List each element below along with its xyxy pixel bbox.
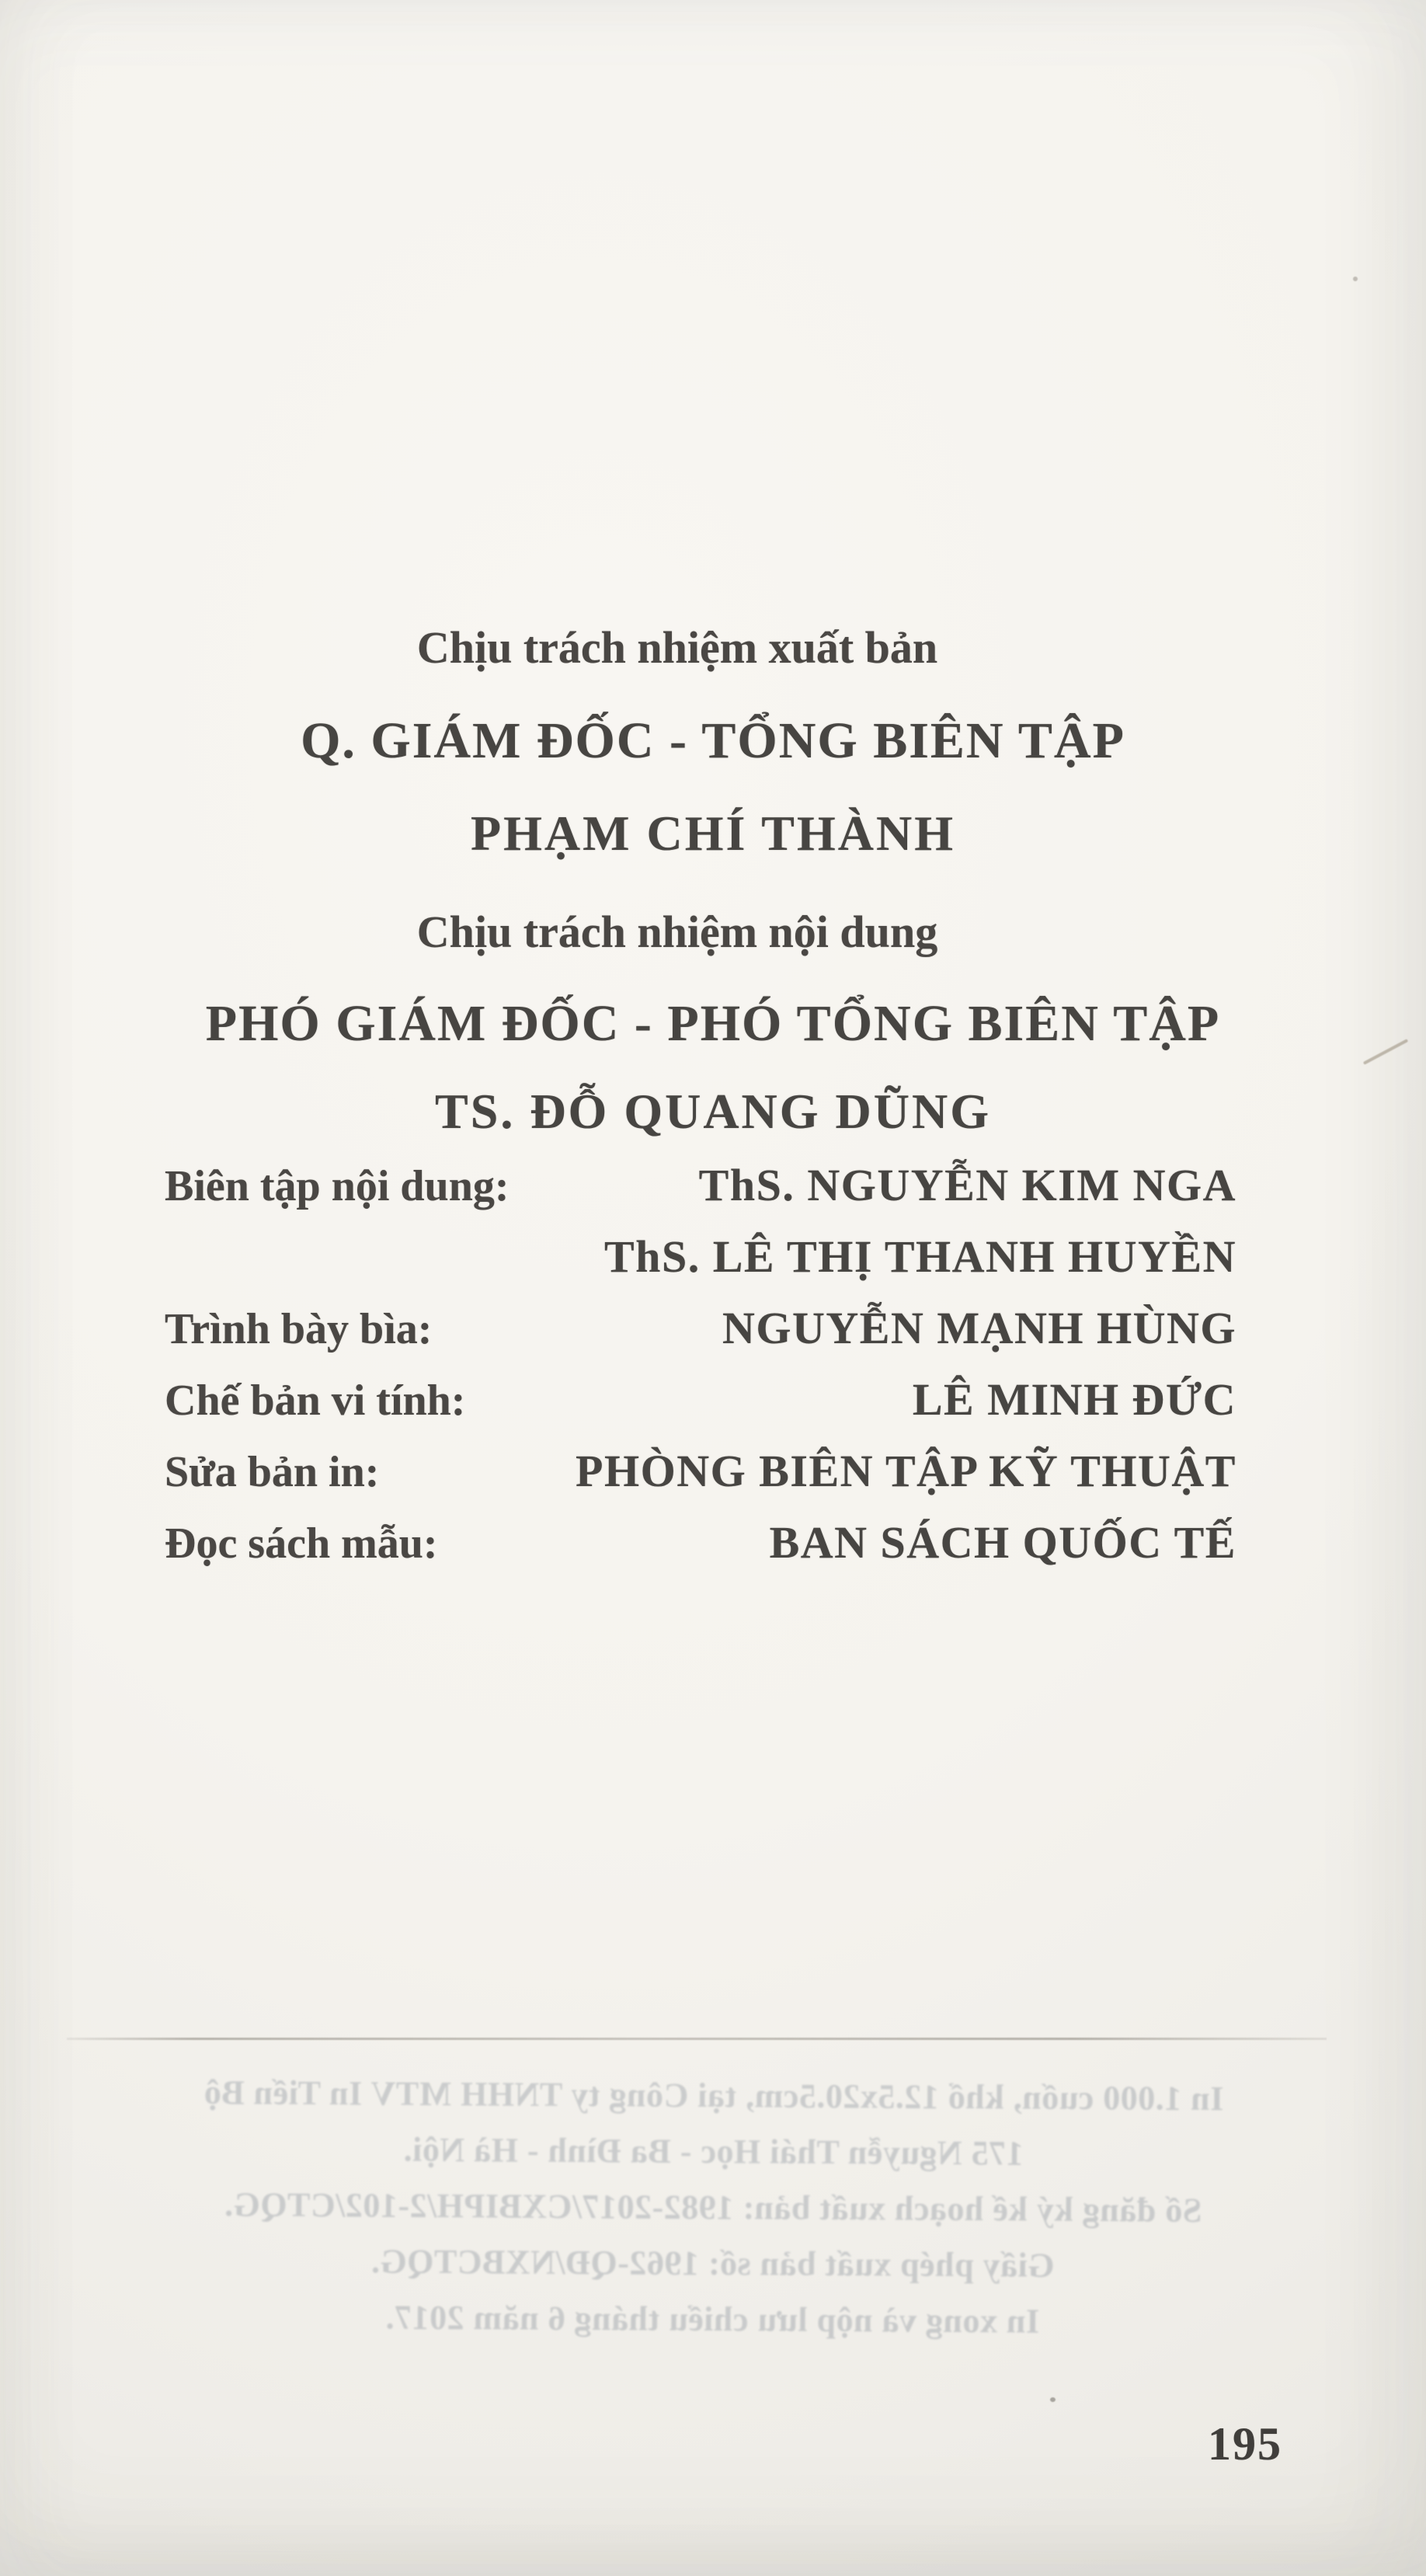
paper-speck [1353,277,1358,281]
credit-row-typesetting [165,1373,1236,1445]
credit-value: LÊ MINH ĐỨC [912,1374,1236,1425]
credit-row-cover-design [165,1302,1236,1373]
page-number: 195 [1208,2418,1282,2470]
showthrough-print-info [30,2064,1396,2352]
publication-responsibility-name: PHẠM CHÍ THÀNH [471,806,955,861]
showthrough-line: 175 Nguyễn Thái Học - Ba Đình - Hà Nội. [403,2130,1024,2173]
credit-value: ThS. NGUYỄN KIM NGA [698,1160,1236,1210]
showthrough-rule [67,2038,1327,2040]
credit-value: ThS. LÊ THỊ THANH HUYỀN [604,1231,1236,1282]
showthrough-line: In 1.000 cuốn, khổ 12.5x20.5cm, tại Công ty TNHH MTV In Tiến Bộ [203,2073,1224,2118]
credit-label: Chế bản vi tính: [165,1377,466,1425]
credit-label: Sửa bản in: [165,1448,380,1496]
content-responsibility-title: PHÓ GIÁM ĐỐC - PHÓ TỔNG BIÊN TẬP [205,995,1221,1052]
showthrough-line: In xong và nộp lưu chiểu tháng 6 năm 2017. [384,2298,1040,2341]
showthrough-line: Số đăng ký kế hoạch xuất bản: 1982-2017/CXBIPH/2-102/CTQG. [224,2185,1202,2230]
publication-responsibility-title: Q. GIÁM ĐỐC - TỔNG BIÊN TẬP [301,712,1125,769]
credit-label: Biên tập nội dung: [165,1162,510,1210]
content-responsibility-name: TS. ĐỖ QUANG DŨNG [435,1084,991,1139]
credit-value: PHÒNG BIÊN TẬP KỸ THUẬT [576,1446,1236,1496]
credit-label: Đọc sách mẫu: [165,1519,438,1568]
credit-value: BAN SÁCH QUỐC TẾ [769,1517,1236,1568]
content-responsibility-heading: Chịu trách nhiệm nội dung [416,907,938,957]
credits-table [165,1159,1236,1588]
showthrough-line: Giấy phép xuất bản số: 1962-QĐ/NXBCTQG. [370,2242,1055,2285]
paper-speck [1050,2397,1056,2402]
publication-responsibility-heading: Chịu trách nhiệm xuất bản [416,622,938,673]
credit-row-content-editors [165,1159,1236,1231]
credit-row-content-editors-2 [165,1231,1236,1302]
credit-row-proofreading [165,1445,1236,1516]
credit-label: Trình bày bìa: [165,1305,433,1353]
credit-value: NGUYỄN MẠNH HÙNG [722,1303,1236,1353]
credit-row-sample-reading [165,1516,1236,1588]
